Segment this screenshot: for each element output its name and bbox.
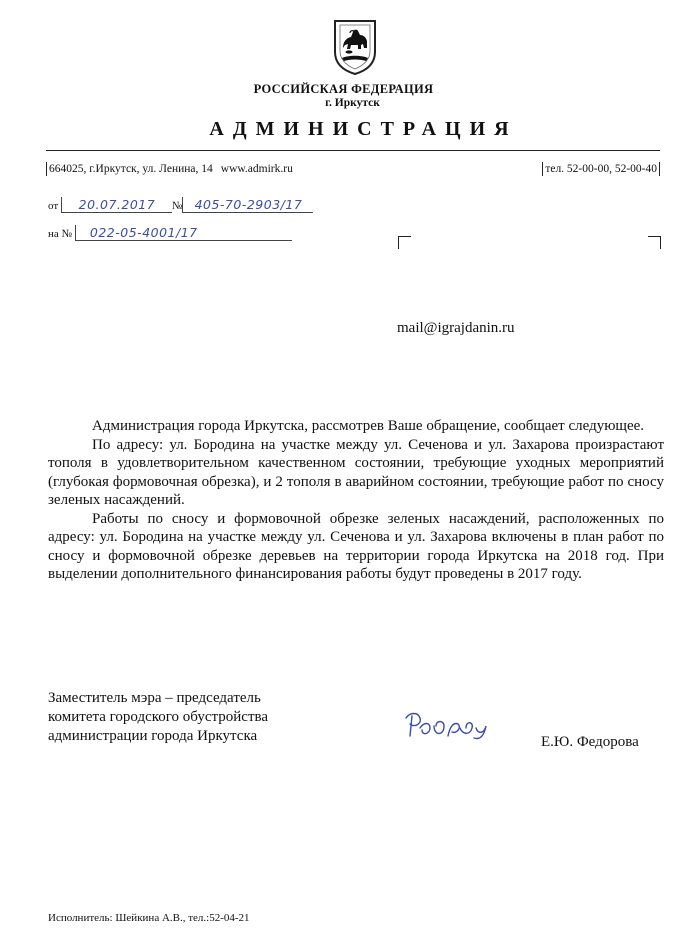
signer-name: Е.Ю. Федорова [541, 734, 639, 750]
addressee-corner-left [398, 236, 411, 249]
website-link[interactable]: www.admirk.ru [220, 163, 293, 175]
signer-position-line-1: Заместитель мэра – председатель [48, 690, 261, 706]
date-field [61, 197, 172, 213]
reply-field [75, 225, 292, 241]
number-label: № [171, 200, 183, 212]
coat-of-arms-icon [332, 18, 378, 76]
country-name: РОССИЙСКАЯ ФЕДЕРАЦИЯ [253, 82, 434, 96]
reply-label: на № [48, 228, 73, 240]
handwritten-signature [400, 706, 492, 748]
date-value: 20.07.2017 [78, 197, 156, 212]
recipient-email[interactable]: mail@igrajdanin.ru [397, 320, 515, 336]
address-block [46, 162, 293, 176]
body-paragraph-1: Администрация города Иркутска, рассмотрев Ваше обращение, сообщает следующее. [92, 418, 645, 434]
postal-address: 664025, г.Иркутск, ул. Ленина, 14 [49, 163, 213, 175]
signer-position [48, 689, 268, 746]
signer-position-line-2: комитета городского обустройства [48, 709, 269, 725]
phone-numbers: тел. 52-00-00, 52-00-40 [542, 162, 660, 176]
signer-position-line-3: администрации города Иркутска [48, 728, 258, 744]
letter-body [48, 417, 664, 584]
organization-title: АДМИНИСТРАЦИЯ [209, 118, 518, 140]
city-name: г. Иркутск [325, 97, 380, 109]
reply-reference [48, 225, 292, 241]
outgoing-reference [48, 197, 313, 213]
number-field [182, 197, 313, 213]
reply-number-value: 022-05-4001/17 [89, 225, 198, 240]
body-paragraph-3: Работы по сносу и формовочной обрезке зеленых насаждений, расположенных по адресу: ул. Бородина на участке между ул. Сеченова и ул. Захарова включены в план работ по сносу и формовочной обрезке деревьев на территории города Иркутска на 2018 год. При выделении дополнительного финансирования работы будут проведены в 2017 году. [48, 510, 664, 582]
body-paragraph-2: По адресу: ул. Бородина на участке между ул. Сеченова и ул. Захарова произрастают тополя в удовлетворительном качественном состоянии, требующие уходных мероприятий (глубокая формовочная обрезка), и 2 тополя в аварийном состоянии, требующие работ по сносу зеленых насаждений. [48, 436, 664, 508]
executor-info: Исполнитель: Шейкина А.В., тел.:52-04-21 [48, 912, 250, 924]
number-value: 405-70-2903/17 [194, 197, 303, 212]
header-divider [46, 150, 660, 151]
date-label: от [48, 200, 59, 212]
addressee-corner-right [648, 236, 661, 249]
